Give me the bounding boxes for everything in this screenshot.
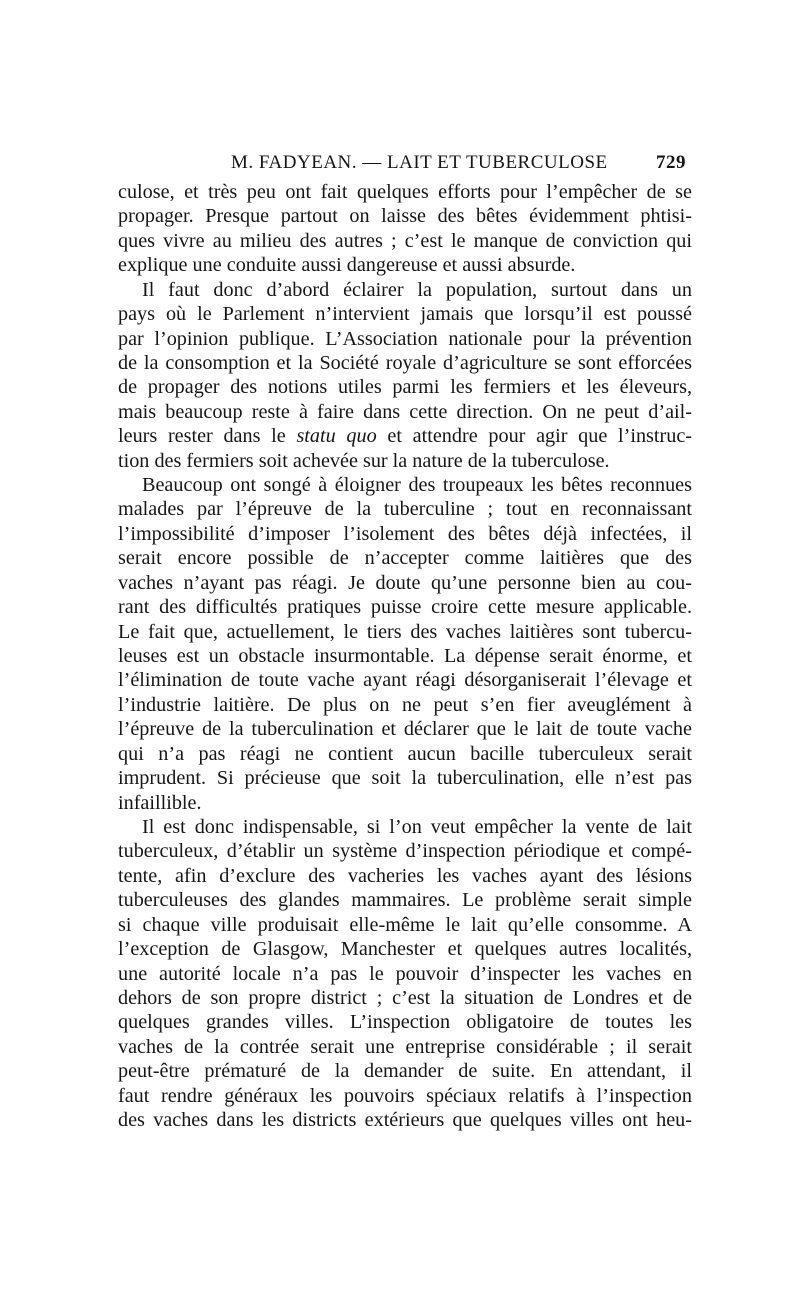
text-line: tente, afin d’exclure des vacheries les vaches ayant des lésions bbox=[118, 864, 692, 887]
text-line: de la consomption et la Société royale d’agriculture se sont efforcées bbox=[118, 351, 692, 374]
text-line: l’impossibilité d’imposer l’isolement des bêtes déjà infectées, il bbox=[118, 522, 692, 545]
text-line: tion des fermiers soit achevée sur la nature de la tuberculose. bbox=[118, 449, 610, 472]
italic-phrase: statu quo bbox=[296, 425, 377, 448]
text-fragment: leurs rester dans le bbox=[118, 425, 286, 448]
text-line: ques vivre au milieu des autres ; c’est le manque de conviction qui bbox=[118, 229, 692, 252]
text-line: l’industrie laitière. De plus on ne peut s’en fier aveuglément à bbox=[118, 693, 692, 716]
text-line: qui n’a pas réagi ne contient aucun bacille tuberculeux serait bbox=[118, 742, 692, 765]
text-line: une autorité locale n’a pas le pouvoir d’inspecter les vaches en bbox=[118, 962, 692, 985]
text-line: dehors de son propre district ; c’est la situation de Londres et de bbox=[118, 986, 692, 1009]
text-line: par l’opinion publique. L’Association nationale pour la prévention bbox=[118, 327, 692, 350]
text-line: tuberculeuses des glandes mammaires. Le problème serait simple bbox=[118, 889, 692, 912]
text-line: vaches de la contrée serait une entreprise considérable ; il serait bbox=[118, 1035, 692, 1058]
text-line: tuberculeux, d’établir un système d’inspection périodique et compé- bbox=[118, 840, 692, 863]
text-line: serait encore possible de n’accepter comme laitières que des bbox=[118, 547, 692, 570]
text-line: infaillible. bbox=[118, 791, 202, 814]
text-line: Beaucoup ont songé à éloigner des troupeaux les bêtes reconnues bbox=[142, 474, 692, 497]
text-line: Le fait que, actuellement, le tiers des vaches laitières sont tubercu- bbox=[118, 620, 692, 643]
text-line: si chaque ville produisait elle-même le lait qu’elle consomme. A bbox=[118, 913, 692, 936]
page-number: 729 bbox=[656, 152, 686, 173]
text-line bbox=[118, 424, 692, 448]
body-text bbox=[118, 180, 692, 1132]
text-line: explique une conduite aussi dangereuse et aussi absurde. bbox=[118, 254, 576, 277]
text-line: Il est donc indispensable, si l’on veut empêcher la vente de lait bbox=[142, 815, 692, 838]
text-line: faut rendre généraux les pouvoirs spéciaux relatifs à l’inspection bbox=[118, 1084, 692, 1107]
text-line: malades par l’épreuve de la tuberculine ; tout en reconnaissant bbox=[118, 498, 692, 521]
text-line: peut-être prématuré de la demander de suite. En attendant, il bbox=[118, 1060, 692, 1083]
running-header bbox=[118, 150, 690, 176]
text-line: l’exception de Glasgow, Manchester et quelques autres localités, bbox=[118, 938, 692, 961]
text-line: leuses est un obstacle insurmontable. La dépense serait énorme, et bbox=[118, 645, 692, 668]
text-line: imprudent. Si précieuse que soit la tuberculination, elle n’est pas bbox=[118, 767, 692, 790]
text-line: rant des difficultés pratiques puisse croire cette mesure applicable. bbox=[118, 596, 692, 619]
text-line: de propager des notions utiles parmi les fermiers et les éleveurs, bbox=[118, 376, 692, 399]
text-line: culose, et très peu ont fait quelques efforts pour l’empêcher de se bbox=[118, 181, 692, 203]
running-title: M. FADYEAN. — LAIT ET TUBERCULOSE bbox=[231, 152, 608, 173]
text-fragment: et attendre pour agir que l’instruc- bbox=[387, 425, 693, 448]
text-line: mais beaucoup reste à faire dans cette direction. On ne peut d’ail- bbox=[118, 400, 692, 423]
text-line: Il faut donc d’abord éclairer la population, surtout dans un bbox=[142, 278, 692, 301]
text-line: l’élimination de toute vache ayant réagi désorganiserait l’élevage et bbox=[118, 669, 692, 692]
text-line: des vaches dans les districts extérieurs que quelques villes ont heu- bbox=[118, 1109, 692, 1132]
text-line: l’épreuve de la tuberculination et déclarer que le lait de toute vache bbox=[118, 718, 692, 741]
text-line: vaches n’ayant pas réagi. Je doute qu’une personne bien au cou- bbox=[118, 571, 692, 594]
text-line: pays où le Parlement n’intervient jamais que lorsqu’il est poussé bbox=[118, 303, 692, 326]
text-line: quelques grandes villes. L’inspection obligatoire de toutes les bbox=[118, 1011, 692, 1034]
text-line: propager. Presque partout on laisse des bêtes évidemment phtisi- bbox=[118, 205, 692, 228]
